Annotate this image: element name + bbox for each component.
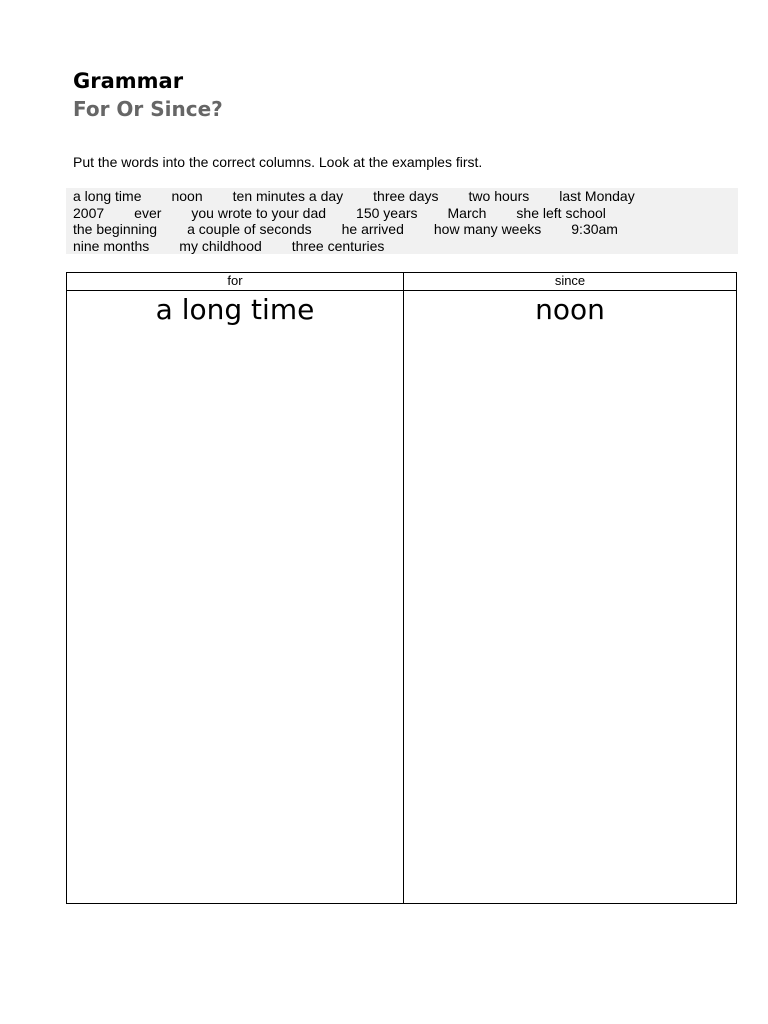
- word-bank-item: ever: [134, 204, 162, 221]
- worksheet-title: Grammar: [73, 69, 184, 93]
- word-bank-row: [73, 238, 384, 255]
- word-bank-item: you wrote to your dad: [191, 204, 327, 221]
- since-column: [403, 273, 736, 903]
- worksheet-subtitle: For Or Since?: [73, 97, 223, 121]
- word-bank-row: [73, 188, 635, 205]
- word-bank-item: my childhood: [179, 237, 262, 254]
- for-column-header: for: [67, 273, 403, 291]
- for-column: [67, 273, 403, 903]
- word-bank-row: [73, 221, 618, 238]
- word-bank-item: she left school: [516, 204, 606, 221]
- word-bank-item: three days: [373, 188, 439, 204]
- word-bank-item: a couple of seconds: [187, 221, 312, 237]
- word-bank-item: ten minutes a day: [232, 188, 344, 204]
- word-bank-item: 9:30am: [571, 221, 618, 237]
- word-bank-item: how many weeks: [433, 221, 542, 237]
- answer-table: [66, 272, 737, 904]
- word-bank-item: last Monday: [559, 188, 635, 204]
- word-bank-item: two hours: [468, 188, 530, 204]
- word-bank-item: 150 years: [356, 204, 418, 221]
- word-bank-item: the beginning: [73, 221, 158, 237]
- word-bank-item: a long time: [73, 188, 142, 204]
- word-bank-row: [73, 205, 606, 222]
- for-example-answer: a long time: [155, 293, 315, 326]
- word-bank-item: 2007: [73, 204, 105, 221]
- word-bank: [66, 188, 738, 254]
- word-bank-item: three centuries: [291, 237, 385, 254]
- word-bank-item: nine months: [73, 237, 150, 254]
- since-column-header: since: [404, 273, 736, 291]
- word-bank-item: he arrived: [341, 221, 404, 237]
- instructions-text: Put the words into the correct columns. Look at the examples first.: [73, 154, 483, 170]
- since-example-answer: noon: [535, 293, 605, 326]
- word-bank-item: March: [447, 204, 487, 221]
- word-bank-item: noon: [171, 188, 203, 204]
